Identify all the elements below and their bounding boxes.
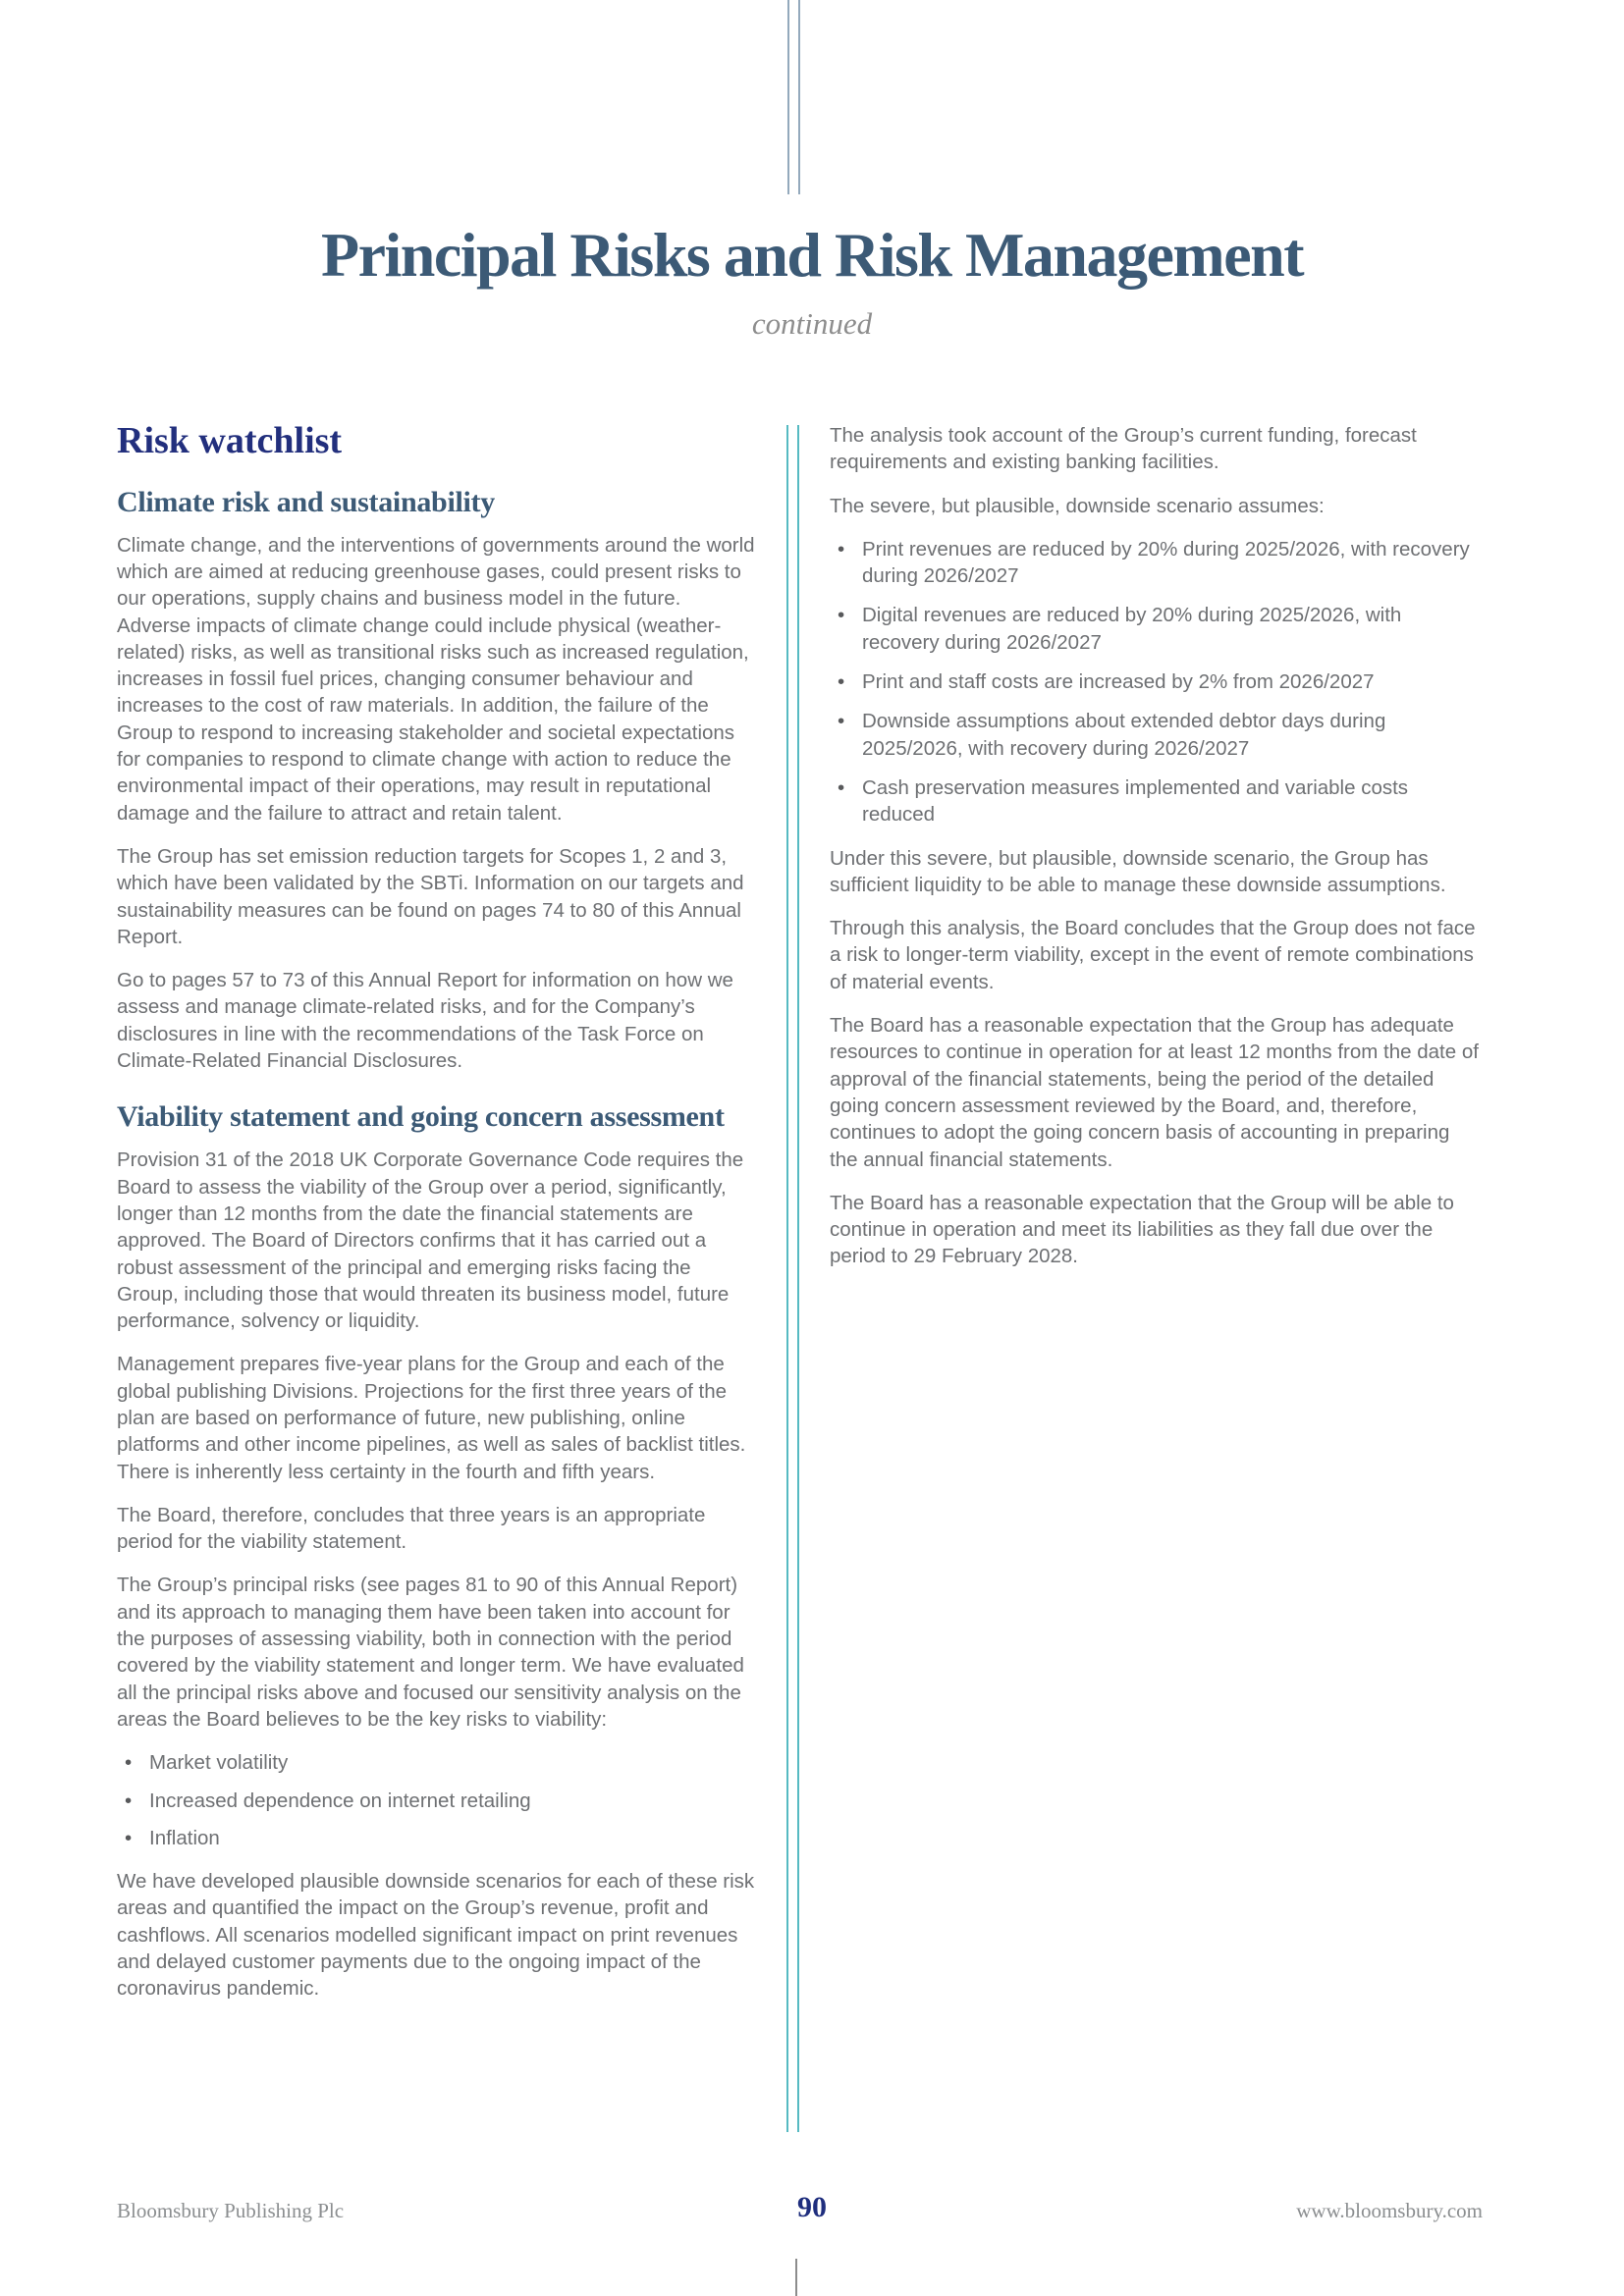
paragraph-viability-3: The Board, therefore, concludes that three years is an appropriate period for the viability statement. <box>117 1503 706 1554</box>
footer-company-name: Bloomsbury Publishing Plc <box>117 2199 345 2222</box>
paragraph-sufficient-liquidity: Under this severe, but plausible, downside scenario, the Group has sufficient liquidity to be able to manage these downside assumptions. <box>830 846 1446 896</box>
bullet-item-cash-preservation: • Cash preservation measures implemented and variable costs reduced <box>830 774 1481 828</box>
bullet-item-internet-retailing: • Increased dependence on internet retailing <box>117 1788 755 1814</box>
paragraph-climate-3: Go to pages 57 to 73 of this Annual Report for information on how we assess and manage climate-related risks, and for the Company’s disclosures in line with the recommendations of the Task Force on Climate-Related Financial Disclosures. <box>117 969 733 1073</box>
top-double-rule <box>787 0 800 194</box>
bullet-item-digital-revenues: • Digital revenues are reduced by 20% during 2025/2026, with recovery during 2026/2027 <box>830 602 1481 656</box>
key-risks-bullet-list <box>117 1749 755 1851</box>
paragraph-longer-term-viability: Through this analysis, the Board concludes that the Group does not face a risk to longer-term viability, except in the event of remote combinations of material events. <box>830 917 1476 993</box>
paragraph-period-to-2028: The Board has a reasonable expectation that the Group will be able to continue in operation and meet its liabilities as they fall due over the period to 29 February 2028. <box>830 1191 1454 1268</box>
paragraph-scenario-intro: The severe, but plausible, downside scenario assumes: <box>830 494 1325 517</box>
right-column <box>830 422 1481 1287</box>
subsection-heading-climate-risk: Climate risk and sustainability <box>117 485 495 518</box>
footer-website: www.bloomsbury.com <box>1296 2199 1483 2222</box>
bullet-item-print-staff-costs: • Print and staff costs are increased by 2% from 2026/2027 <box>830 668 1481 695</box>
paragraph-going-concern: The Board has a reasonable expectation that the Group has adequate resources to continue in operation for at least 12 months from the date of approval of the financial statements, being the period of the detailed going concern assessment reviewed by the Board, and, therefore, continues to adopt the going concern basis of accounting in preparing the annual financial statements. <box>830 1014 1479 1171</box>
paragraph-viability-4: The Group’s principal risks (see pages 81 to 90 of this Annual Report) and its approach to managing them have been taken into account for the purposes of assessing viability, both in connection with the period covered by the viability statement and longer term. We have evaluated all the principal risks above and focused our sensitivity analysis on the areas the Board believes to be the key risks to viability: <box>117 1574 744 1731</box>
paragraph-climate-1: Climate change, and the interventions of governments around the world which are aimed at reducing greenhouse gases, could present risks to our operations, supply chains and business model in the future. Adverse impacts of climate change could include physical (weather-related) risks, as well as transitional risks such as increased regulation, increases in fossil fuel prices, changing consumer behaviour and increases to the cost of raw materials. In addition, the failure of the Group to respond to increasing stakeholder and societal expectations for companies to respond to climate change with action to reduce the environmental impact of their operations, may result in reputational damage and the failure to attract and retain talent. <box>117 533 755 825</box>
subsection-heading-viability: Viability statement and going concern assessment <box>117 1100 725 1134</box>
left-column <box>117 420 755 2019</box>
paragraph-viability-1: Provision 31 of the 2018 UK Corporate Governance Code requires the Board to assess the viability of the Group over a period, significantly, longer than 12 months from the date the financial statements are approved. The Board of Directors confirms that it has carried out a robust assessment of the principal and emerging risks facing the Group, including those that would threaten its business model, future performance, solvency or liquidity. <box>117 1148 744 1333</box>
page-number: 90 <box>797 2191 827 2223</box>
continued-label: continued <box>751 306 873 341</box>
downside-scenario-bullet-list <box>830 536 1481 828</box>
column-divider-rule <box>786 425 799 2132</box>
bullet-item-print-revenues: • Print revenues are reduced by 20% during 2025/2026, with recovery during 2026/2027 <box>830 536 1481 590</box>
paragraph-analysis-funding: The analysis took account of the Group’s current funding, forecast requirements and existing banking facilities. <box>830 424 1417 474</box>
page-title: Principal Risks and Risk Management <box>320 220 1304 290</box>
paragraph-viability-2: Management prepares five-year plans for the Group and each of the global publishing Divisions. Projections for the first three years of the plan are based on performance of future, new publishing, online platforms and other income pipelines, as well as sales of backlist titles. There is inherently less certainty in the fourth and fifth years. <box>117 1353 746 1483</box>
bullet-item-inflation: • Inflation <box>117 1825 755 1851</box>
section-heading-risk-watchlist: Risk watchlist <box>117 420 343 461</box>
bullet-item-market-volatility: • Market volatility <box>117 1749 755 1776</box>
paragraph-viability-5: We have developed plausible downside scenarios for each of these risk areas and quantified the impact on the Group’s revenue, profit and cashflows. All scenarios modelled significant impact on print revenues and delayed customer payments due to the ongoing impact of the coronavirus pandemic. <box>117 1870 755 2001</box>
bullet-item-debtor-days: • Downside assumptions about extended debtor days during 2025/2026, with recovery during 2026/2027 <box>830 708 1481 762</box>
paragraph-climate-2: The Group has set emission reduction targets for Scopes 1, 2 and 3, which have been validated by the SBTi. Information on our targets and sustainability measures can be found on pages 74 to 80 of this Annual Report. <box>117 844 744 948</box>
bottom-center-rule <box>795 2259 797 2296</box>
